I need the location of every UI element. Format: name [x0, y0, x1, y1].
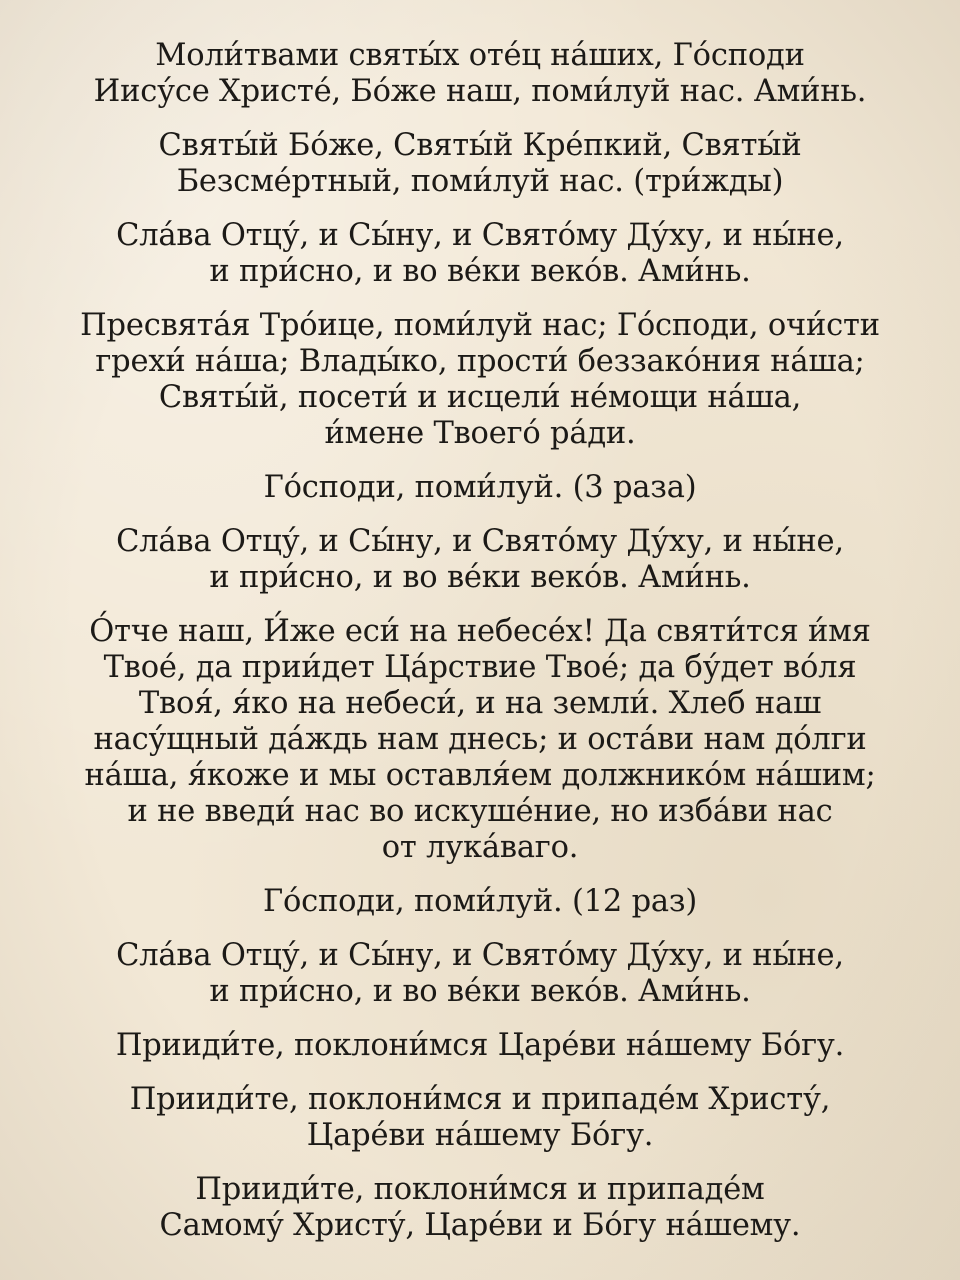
text-line: грехи́ на́ша; Влады́ко, прости́ беззако́ния на́ша;: [95, 344, 865, 379]
prayer-opening: [20, 38, 940, 110]
prayer-glory: [20, 524, 940, 596]
text-line: и при́сно, и во ве́ки веко́в. Ами́нь.: [209, 254, 751, 289]
prayer-glory: [20, 938, 940, 1010]
text-line: О́тче наш, И́же еси́ на небесе́х! Да святи́тся и́мя: [89, 614, 871, 649]
text-line: Прииди́те, поклони́мся Царе́ви на́шему Бо́гу.: [115, 1028, 845, 1063]
text-line: на́ша, я́коже и мы оставля́ем должнико́м на́шим;: [84, 758, 876, 793]
prayer-come-worship-1: [20, 1028, 940, 1064]
text-line: Сла́ва Отцу́, и Сы́ну, и Свято́му Ду́ху, и ны́не,: [116, 218, 844, 253]
prayer-glory: [20, 218, 940, 290]
text-line: Святы́й Бо́же, Святы́й Кре́пкий, Святы́й: [158, 128, 802, 163]
text-line: Прииди́те, поклони́мся и припаде́м: [195, 1172, 765, 1207]
text-line: Сла́ва Отцу́, и Сы́ну, и Свято́му Ду́ху, и ны́не,: [116, 524, 844, 559]
text-line: Самому́ Христу́, Царе́ви и Бо́гу на́шему.: [159, 1208, 801, 1243]
text-line: Безсме́ртный, поми́луй нас. (три́жды): [176, 164, 784, 199]
text-line: и при́сно, и во ве́ки веко́в. Ами́нь.: [209, 560, 751, 595]
text-line: Твоя́, я́ко на небеси́, и на земли́. Хлеб наш: [138, 686, 822, 721]
prayer-our-father: [20, 614, 940, 866]
prayer-trisagion: [20, 128, 940, 200]
text-line: Го́споди, поми́луй. (3 раза): [263, 470, 697, 505]
prayer-come-worship-2: [20, 1082, 940, 1154]
text-line: насу́щный да́ждь нам днесь; и оста́ви нам до́лги: [93, 722, 867, 757]
prayer-lord-have-mercy-3: [20, 470, 940, 506]
prayer-come-worship-3: [20, 1172, 940, 1244]
prayer-holy-trinity: [20, 308, 940, 452]
text-line: Твое́, да прии́дет Ца́рствие Твое́; да бу́дет во́ля: [103, 650, 857, 685]
text-line: Прииди́те, поклони́мся и припаде́м Христу́,: [129, 1082, 831, 1117]
text-line: Моли́твами святы́х оте́ц на́ших, Го́споди: [155, 38, 805, 73]
text-line: и при́сно, и во ве́ки веко́в. Ами́нь.: [209, 974, 751, 1009]
text-line: Пресвята́я Тро́ице, поми́луй нас; Го́споди, очи́сти: [80, 308, 880, 343]
text-line: Иису́се Христе́, Бо́же наш, поми́луй нас. Ами́нь.: [93, 74, 867, 109]
text-line: и не введи́ нас во искуше́ние, но изба́ви нас: [127, 794, 833, 829]
text-line: и́мене Твоего́ ра́ди.: [324, 416, 636, 451]
prayer-lord-have-mercy-12: [20, 884, 940, 920]
text-line: Го́споди, поми́луй. (12 раз): [262, 884, 698, 919]
text-line: Сла́ва Отцу́, и Сы́ну, и Свято́му Ду́ху, и ны́не,: [116, 938, 844, 973]
text-line: от лука́ваго.: [381, 830, 579, 865]
text-line: Царе́ви на́шему Бо́гу.: [306, 1118, 654, 1153]
text-line: Святы́й, посети́ и исцели́ не́мощи на́ша,: [158, 380, 802, 415]
